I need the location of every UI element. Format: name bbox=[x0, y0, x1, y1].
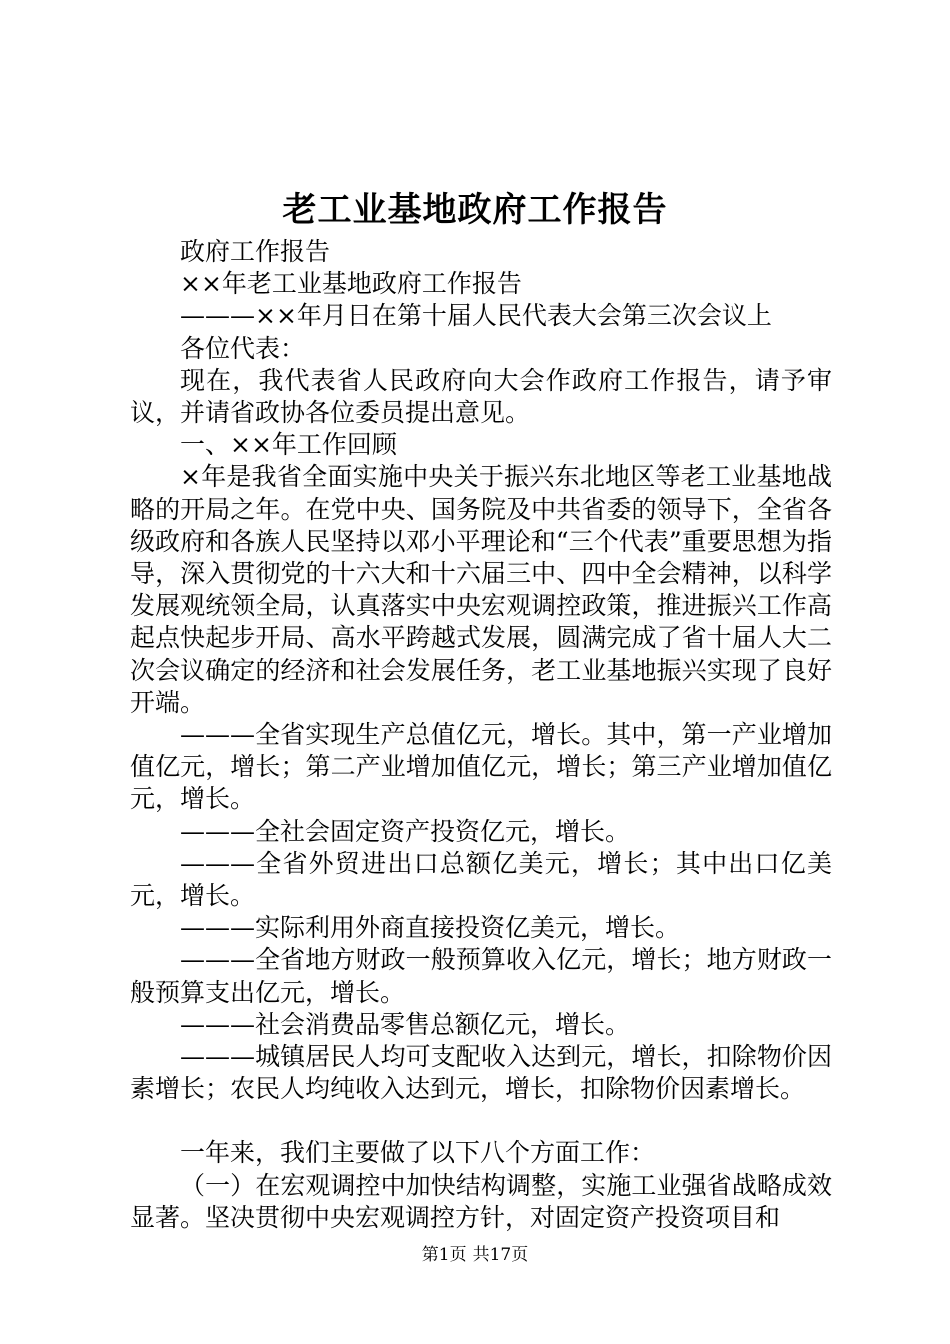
page-number: 第1页 bbox=[421, 1245, 467, 1265]
document-body bbox=[130, 236, 832, 1234]
paragraph: ×年是我省全面实施中央关于振兴东北地区等老工业基地战略的开局之年。在党中央、国务院及中共省委的领导下，全省各级政府和各族人民坚持以邓小平理论和“三个代表”重要思想为指导，深入贯彻党的十六大和十六届三中、四中全会精神，以科学发展观统领全局，认真落实中央宏观调控政策，推进振兴工作高起点快起步开局、高水平跨越式发展，圆满完成了省十届人大二次会议确定的经济和社会发展任务，老工业基地振兴实现了良好开端。 bbox=[130, 462, 832, 717]
paragraph: 现在，我代表省人民政府向大会作政府工作报告，请予审议，并请省政协各位委员提出意见。 bbox=[130, 365, 832, 428]
paragraph: ———××年月日在第十届人民代表大会第三次会议上 bbox=[180, 301, 772, 331]
paragraph: ———全社会固定资产投资亿元，增长。 bbox=[180, 816, 631, 846]
paragraph: ××年老工业基地政府工作报告 bbox=[180, 269, 522, 299]
page-total: 共17页 bbox=[472, 1245, 529, 1265]
paragraph: （一）在宏观调控中加快结构调整，实施工业强省战略成效显著。坚决贯彻中央宏观调控方针，对固定资产投资项目和 bbox=[130, 1170, 832, 1232]
page-footer bbox=[0, 1243, 950, 1267]
paragraph: 政府工作报告 bbox=[180, 237, 331, 266]
paragraph: 各位代表： bbox=[180, 333, 306, 363]
paragraph: ———社会消费品零售总额亿元，增长。 bbox=[180, 1009, 631, 1039]
paragraph: ———全省外贸进出口总额亿美元，增长；其中出口亿美元，增长。 bbox=[130, 848, 832, 911]
paragraph: ———全省地方财政一般预算收入亿元，增长；地方财政一般预算支出亿元，增长。 bbox=[130, 945, 832, 1007]
paragraph: ———全省实现生产总值亿元，增长。其中，第一产业增加值亿元，增长；第二产业增加值亿元，增长；第三产业增加值亿元，增长。 bbox=[130, 720, 832, 814]
paragraph: ———城镇居民人均可支配收入达到元，增长，扣除物价因素增长；农民人均纯收入达到元，增长，扣除物价因素增长。 bbox=[130, 1042, 832, 1104]
section-heading: 一、××年工作回顾 bbox=[180, 430, 397, 460]
paragraph: ———实际利用外商直接投资亿美元，增长。 bbox=[180, 913, 681, 943]
paragraph: 一年来，我们主要做了以下八个方面工作： bbox=[180, 1138, 656, 1168]
document-title: 老工业基地政府工作报告 bbox=[282, 190, 668, 230]
